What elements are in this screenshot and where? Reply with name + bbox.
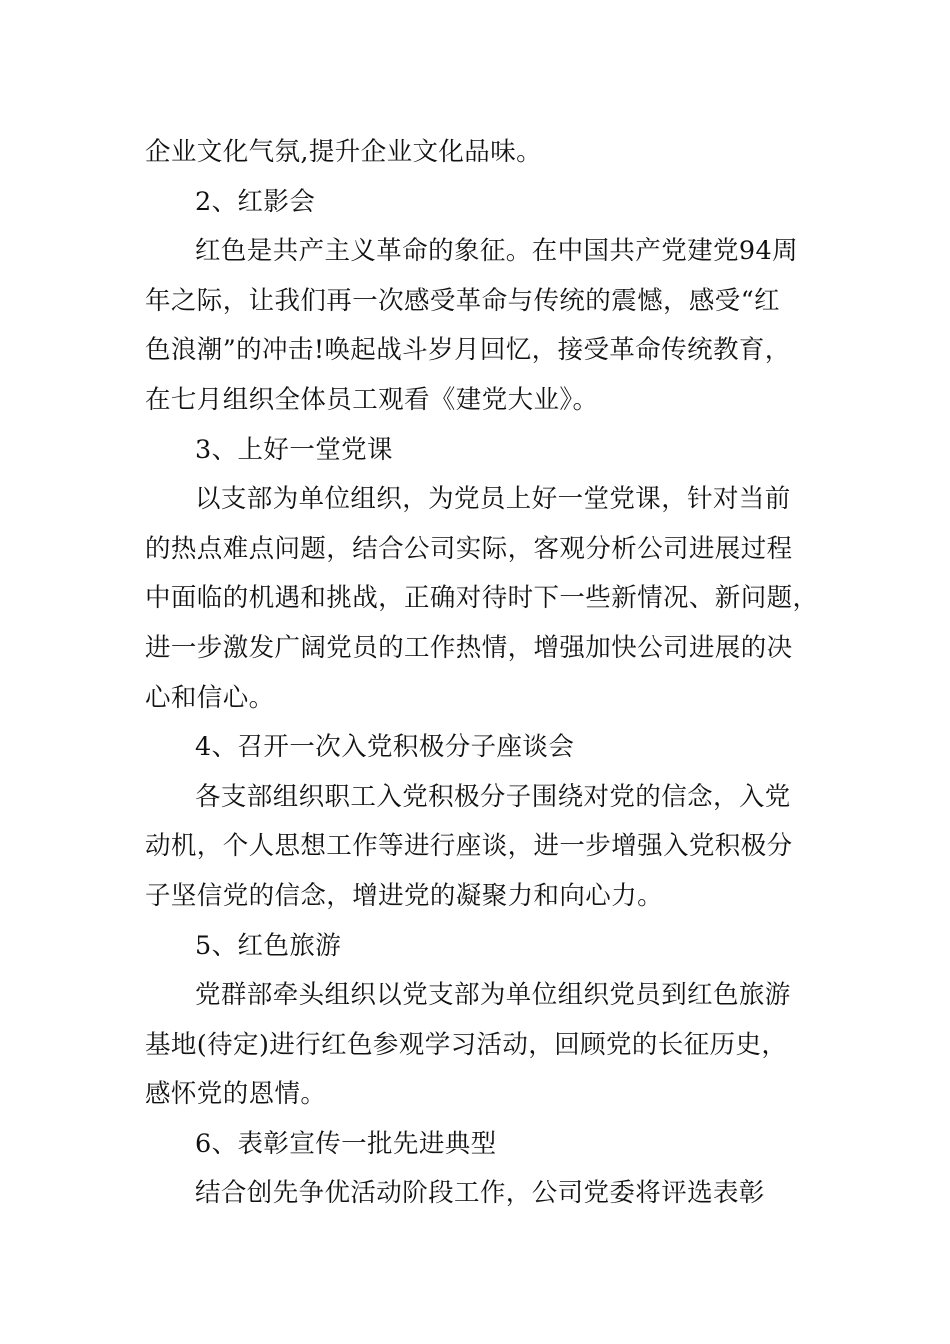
document-body: [145, 128, 819, 1219]
text-line: 子坚信党的信念，增进党的凝聚力和向心力。: [145, 880, 664, 911]
text-line: 色浪潮”的冲击!唤起战斗岁月回忆，接受革命传统教育，: [145, 335, 791, 366]
text-line: 企业文化气氛,提升企业文化品味。: [145, 137, 543, 167]
section-heading: 3、上好一堂党课: [195, 434, 393, 465]
section-heading: 4、召开一次入党积极分子座谈会: [195, 732, 575, 763]
section-heading: 2、红影会: [195, 186, 316, 217]
text-line: 年之际，让我们再一次感受革命与传统的震憾，感受“红: [145, 285, 781, 316]
text-line: 基地(待定)进行红色参观学习活动，回顾党的长征历史，: [145, 1029, 788, 1060]
text-line: 进一步激发广阔党员的工作热情，增强加快公司进展的决: [145, 632, 793, 663]
text-line: 党群部牵头组织以党支部为单位组织党员到红色旅游: [195, 980, 791, 1011]
text-line: 在七月组织全体员工观看《建党大业》。: [145, 384, 599, 415]
text-line: 感怀党的恩情。: [145, 1079, 327, 1110]
section-heading: 5、红色旅游: [195, 930, 342, 961]
section-heading: 6、表彰宣传一批先进典型: [195, 1128, 497, 1159]
text-line: 各支部组织职工入党积极分子围绕对党的信念，入党: [195, 781, 791, 812]
text-line: 红色是共产主义革命的象征。在中国共产党建党94周: [195, 236, 799, 267]
text-line: 结合创先争优活动阶段工作，公司党委将评选表彰: [195, 1178, 765, 1209]
text-line: 心和信心。: [145, 682, 275, 713]
text-line: 的热点难点问题，结合公司实际，客观分析公司进展过程: [145, 533, 793, 564]
text-line: 以支部为单位组织，为党员上好一堂党课，针对当前: [195, 484, 791, 515]
text-line: 中面临的机遇和挑战，正确对待时下一些新情况、新问题，: [145, 583, 819, 614]
text-line: 动机，个人思想工作等进行座谈，进一步增强入党积极分: [145, 831, 793, 862]
